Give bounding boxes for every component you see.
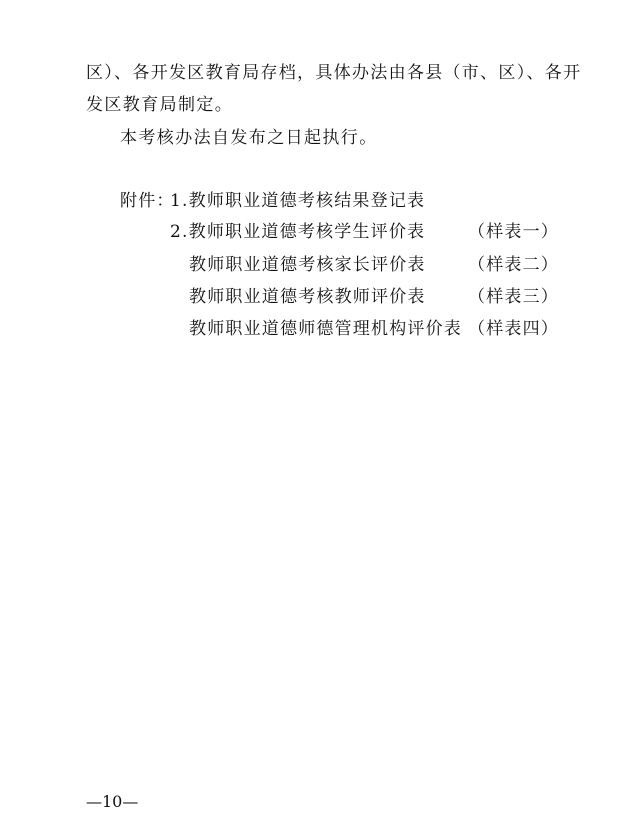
attachment-note-3: （样表二） [468, 255, 559, 275]
attachments-label: 附件： [120, 191, 175, 211]
body-line-1: 区）、各开发区教育局存档，具体办法由各县（市、区）、各开 [86, 63, 582, 83]
attachment-note-2: （样表一） [468, 222, 559, 242]
page-number: —10— [86, 792, 139, 811]
attachment-note-5: （样表四） [468, 319, 559, 339]
body-line-3: 本考核办法自发布之日起执行。 [120, 128, 378, 148]
attachment-item-5: 教师职业道德师德管理机构评价表 [189, 319, 462, 339]
attachment-item-1: 1.教师职业道德考核结果登记表 [170, 191, 426, 211]
body-line-2: 发区教育局制定。 [86, 95, 234, 115]
attachment-item-3: 教师职业道德考核家长评价表 [189, 255, 426, 275]
attachment-note-4: （样表三） [468, 287, 559, 307]
attachment-item-2: 2.教师职业道德考核学生评价表 [170, 222, 426, 242]
attachment-item-4: 教师职业道德考核教师评价表 [189, 287, 426, 307]
